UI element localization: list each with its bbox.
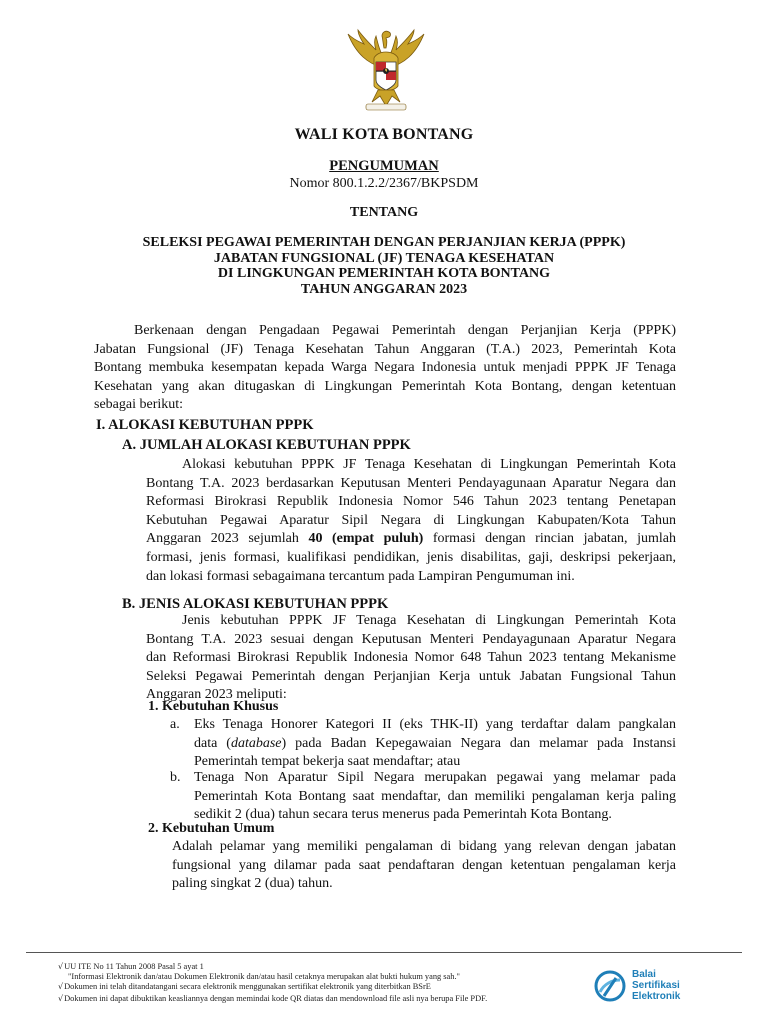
- subsection-heading: B. JENIS ALOKASI KEBUTUHAN PPPK: [122, 596, 389, 612]
- check-icon: √: [58, 962, 64, 971]
- text-fragment: formasi dengan rincian jabatan, jumlah: [423, 531, 676, 547]
- text-line: sebagai berikut:: [94, 397, 184, 413]
- item-2-paragraph: [172, 838, 676, 894]
- footnote: [58, 962, 204, 972]
- subsection-b-paragraph: [146, 612, 676, 705]
- subject-line: DI LINGKUNGAN PEMERINTAH KOTA BONTANG: [217, 266, 551, 281]
- item-heading: 2. Kebutuhan Umum: [148, 821, 275, 836]
- footnote: [58, 982, 431, 992]
- logo-line: Elektronik: [632, 991, 681, 1002]
- footnote: [58, 994, 487, 1004]
- text-line: Pemerintah Kota Bontang saat mendaftar, dan memiliki pengalaman kerja paling: [194, 788, 676, 804]
- text-line: Eks Tenaga Honorer Kategori II (eks THK-II) yang terdaftar dalam pangkalan: [194, 717, 676, 732]
- section-heading: I. ALOKASI KEBUTUHAN PPPK: [96, 417, 314, 433]
- text-line: Kebutuhan Pegawai Aparatur Sipil Negara di Lingkungan Kabupaten/Kota Tahun: [146, 512, 676, 528]
- check-icon: √: [58, 994, 64, 1003]
- item-heading: 1. Kebutuhan Khusus: [148, 699, 279, 714]
- page-title: WALI KOTA BONTANG: [294, 126, 474, 143]
- text-line: paling singkat 2 (dua) tahun.: [172, 876, 333, 892]
- text-line: [146, 530, 676, 549]
- text-line: Kesehatan yang akan ditugaskan di Lingkungan Pemerintah Kota Bontang, dengan ketentuan: [94, 378, 676, 394]
- italic-term: database: [230, 735, 282, 751]
- list-marker: a.: [170, 717, 180, 732]
- intro-paragraph: [94, 322, 676, 415]
- subject-line: SELEKSI PEGAWAI PEMERINTAH DENGAN PERJANJIAN KERJA (PPPK): [142, 235, 626, 250]
- bsre-logo-text: [632, 969, 680, 1002]
- text-fragment: ) pada Badan Kepegawaian Negara dan melamar pada Instansi: [281, 735, 676, 751]
- logo-line: Balai: [632, 969, 656, 980]
- text-line: Alokasi kebutuhan PPPK JF Tenaga Kesehatan di Lingkungan Pemerintah Kota: [182, 457, 676, 472]
- footnote-text: "Informasi Elektronik dan/atau Dokumen Elektronik dan/atau hasil cetaknya merupakan alat bukti hukum yang sah.": [68, 972, 460, 981]
- text-line: Seleksi Pegawai Pemerintah dengan Perjanjian Kerja untuk Jabatan Fungsional Tahun: [146, 668, 676, 684]
- text-line: Tenaga Non Aparatur Sipil Negara merupakan pegawai yang melamar pada: [194, 770, 676, 785]
- tentang-label: TENTANG: [349, 205, 419, 220]
- text-line: Reformasi Birokrasi Republik Indonesia Nomor 546 Tahun 2023 tentang Penetapan: [146, 494, 676, 510]
- text-line: Jabatan Fungsional (JF) Tenaga Kesehatan Tahun Anggaran (T.A.) 2023, Pemerintah Kota: [94, 341, 676, 357]
- document-number: Nomor 800.1.2.2/2367/BKPSDM: [289, 176, 479, 191]
- text-line: Berkenaan dengan Pengadaan Pegawai Pemerintah dengan Perjanjian Kerja (PPPK): [134, 323, 676, 338]
- footnote-text: Dokumen ini telah ditandatangani secara elektronik menggunakan sertifikat elektronik yang diterbitkan BSrE: [64, 982, 431, 991]
- text-line: formasi, jenis formasi, kualifikasi pendidikan, jenis disabilitas, gaji, deskripsi pekerjaan,: [146, 549, 676, 565]
- list-marker: b.: [170, 770, 181, 785]
- subsection-heading: A. JUMLAH ALOKASI KEBUTUHAN PPPK: [122, 437, 411, 453]
- footnote: [68, 972, 460, 982]
- footer-divider: [26, 952, 742, 953]
- footnote-text: Dokumen ini dapat dibuktikan keasliannya dengan memindai kode QR diatas dan mendownload file asli nya berupa File PDF.: [64, 994, 488, 1003]
- subject-line: JABATAN FUNGSIONAL (JF) TENAGA KESEHATAN: [213, 250, 555, 266]
- text-line: [194, 735, 676, 754]
- text-line: Adalah pelamar yang memiliki pengalaman di bidang yang relevan dengan jabatan: [172, 839, 676, 854]
- bold-quantity: 40 (empat puluh): [308, 531, 424, 547]
- text-fragment: data (: [194, 735, 231, 751]
- garuda-emblem-icon: [338, 28, 434, 112]
- text-line: Bontang T.A. 2023 berdasarkan Keputusan Menteri Pendayagunaan Aparatur Negara dan: [146, 475, 676, 491]
- text-line: fungsional yang dilamar pada saat pendaftaran dengan ketentuan pengalaman kerja: [172, 857, 676, 873]
- document-type: PENGUMUMAN: [329, 158, 439, 174]
- subsection-a-paragraph: [146, 456, 676, 586]
- list-item-a: [194, 716, 676, 772]
- check-icon: √: [58, 982, 64, 991]
- text-line: dan Reformasi Birokrasi Republik Indonesia Nomor 648 Tahun 2023 tentang Mekanisme: [146, 650, 676, 666]
- subject-line: TAHUN ANGGARAN 2023: [300, 281, 468, 297]
- list-item-b: [194, 769, 676, 825]
- text-line: Bontang T.A. 2023 sesuai dengan Keputusan Menteri Pendayagunaan Aparatur Negara: [146, 631, 676, 647]
- logo-line: Sertifikasi: [632, 980, 680, 991]
- text-fragment: Anggaran 2023 sejumlah: [146, 531, 309, 547]
- text-line: dan lokasi formasi sebagaimana tercantum pada Lampiran Pengumuman ini.: [146, 568, 575, 584]
- text-line: Bontang membuka kesempatan kepada Warga Negara Indonesia untuk menjadi PPPK JF Tenaga: [94, 360, 676, 376]
- subject-heading: [0, 235, 768, 297]
- footnote-text: UU ITE No 11 Tahun 2008 Pasal 5 ayat 1: [64, 962, 204, 971]
- text-line: Pemerintah tempat bekerja saat mendaftar; atau: [194, 754, 461, 770]
- text-line: Anggaran 2023 meliputi:: [146, 687, 287, 703]
- text-line: sedikit 2 (dua) tahun secara terus menerus pada Pemerintah Kota Bontang.: [194, 807, 612, 823]
- text-line: Jenis kebutuhan PPPK JF Tenaga Kesehatan di Lingkungan Pemerintah Kota: [182, 613, 676, 628]
